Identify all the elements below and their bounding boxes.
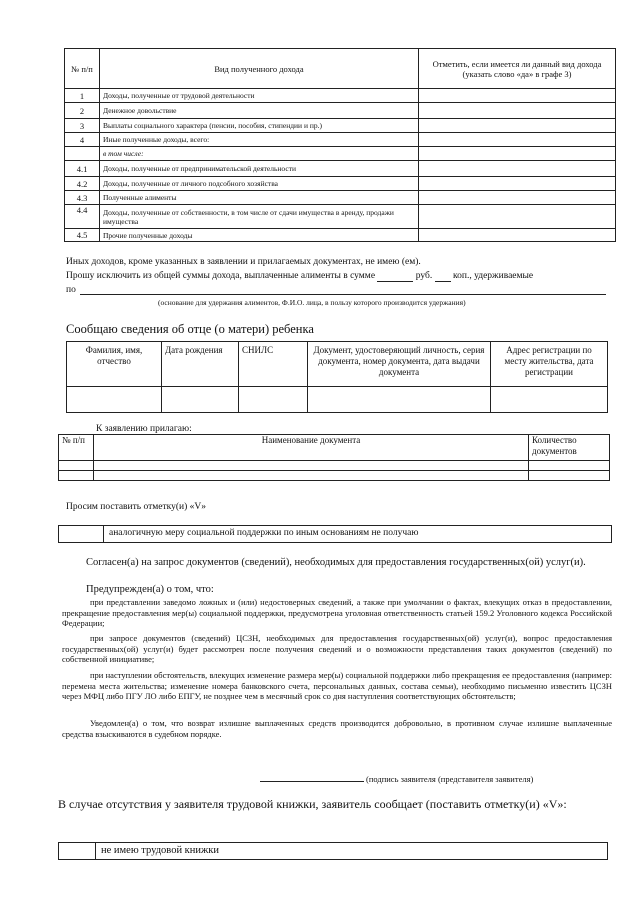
row-mark-cell[interactable] <box>419 205 616 229</box>
attach-count-cell[interactable] <box>529 471 610 481</box>
alimony-text: Прошу исключить из общей суммы дохода, выплаченные алименты в сумме <box>66 271 376 281</box>
attach-header-num: № п/п <box>59 435 94 461</box>
parent-snils-cell[interactable] <box>239 387 308 413</box>
attach-num-cell[interactable] <box>59 471 94 481</box>
attach-num-cell[interactable] <box>59 461 94 471</box>
parent-header-name: Фамилия, имя, отчество <box>67 342 162 387</box>
parent-section-title: Сообщаю сведения об отце (о матери) ребенка <box>66 322 314 336</box>
row-mark-cell[interactable] <box>419 147 616 161</box>
row-num <box>65 147 100 161</box>
parent-header-address: Адрес регистрации по месту жительства, дата регистрации <box>491 342 608 387</box>
parent-header-snils: СНИЛС <box>239 342 308 387</box>
alimony-kop-label: коп., удерживаемые <box>453 271 534 281</box>
table-row <box>65 161 616 177</box>
alimony-kop-field[interactable] <box>435 271 451 282</box>
income-header-mark: Отметить, если имеется ли данный вид дохода (указать слово «да» в графе 3) <box>419 49 616 89</box>
row-mark-cell[interactable] <box>419 177 616 191</box>
no-workbook-checkbox[interactable] <box>59 843 96 859</box>
row-mark-cell[interactable] <box>419 103 616 119</box>
table-row <box>65 191 616 205</box>
row-mark-cell[interactable] <box>419 161 616 177</box>
row-num: 4.1 <box>65 161 100 177</box>
parent-birthdate-cell[interactable] <box>162 387 239 413</box>
row-name: Доходы, полученные от личного подсобного хозяйства <box>100 177 419 191</box>
parent-name-cell[interactable] <box>67 387 162 413</box>
alimony-rub-field[interactable] <box>377 271 413 282</box>
row-name: Доходы, полученные от предпринимательской деятельности <box>100 161 419 177</box>
row-num: 4 <box>65 133 100 147</box>
table-row <box>65 133 616 147</box>
row-mark-cell[interactable] <box>419 119 616 133</box>
parent-table <box>66 341 608 413</box>
parent-document-cell[interactable] <box>308 387 491 413</box>
mark-request: Просим поставить отметку(и) «V» <box>66 502 207 512</box>
workbook-statement: В случае отсутствия у заявителя трудовой книжки, заявитель сообщает (поставить отметку(и) «V»: <box>58 797 567 811</box>
signature-field[interactable] <box>260 781 364 782</box>
row-mark-cell[interactable] <box>419 133 616 147</box>
alimony-basis-caption: (основание для удержания алиментов, Ф.И.О. лица, в пользу которого производится удержания) <box>158 298 466 307</box>
parent-header-document: Документ, удостоверяющий личность, серия документа, номер документа, дата выдачи документа <box>308 342 491 387</box>
mark-row-social-support <box>58 525 612 543</box>
warning-liability: при представлении заведомо ложных и (или) недостоверных сведений, а также при умолчании о фактах, влекущих отказ в предоставлении, прекращение предоставления мер(ы) социальной поддержки, предусмотрена уголовная ответственность статьей 159.2 Уголовного кодекса Российской Федерации; <box>62 597 612 628</box>
alimony-rub-label: руб. <box>415 271 433 281</box>
other-income-statement: Иных доходов, кроме указанных в заявлении и прилагаемых документах, не имею (ем). <box>66 257 421 267</box>
warning-circumstances: при наступлении обстоятельств, влекущих изменение размера мер(ы) социальной поддержки либо прекращения ее предоставления (например: перемена места жительства; изменение номера банковского счета, персональных данных, состава семьи), необходимо письменно известить ЦСЗН через МФЦ либо ПГУ ЛО либо ЕПГУ, не позднее чем в месячный срок со дня наступления соответствующих обстоятельств; <box>62 670 612 701</box>
mark-row-no-workbook <box>58 842 608 860</box>
row-num: 2 <box>65 103 100 119</box>
row-mark-cell[interactable] <box>419 191 616 205</box>
row-name: Иные полученные доходы, всего: <box>100 133 419 147</box>
attach-count-cell[interactable] <box>529 461 610 471</box>
table-row <box>65 177 616 191</box>
table-row <box>65 89 616 103</box>
row-name: Доходы, полученные от трудовой деятельности <box>100 89 419 103</box>
attach-name-cell[interactable] <box>94 461 529 471</box>
warned-text: Предупрежден(а) о том, что: <box>86 584 214 595</box>
no-workbook-text: не имею трудовой книжки <box>101 845 220 856</box>
table-row <box>65 229 616 242</box>
row-num: 1 <box>65 89 100 103</box>
income-header-type: Вид полученного дохода <box>100 49 419 89</box>
row-name: Полученные алименты <box>100 191 419 205</box>
row-name: в том числе: <box>100 147 419 161</box>
alimony-line <box>66 270 614 282</box>
alimony-po-label: по <box>66 285 76 295</box>
alimony-basis-field[interactable] <box>80 294 606 295</box>
row-name: Денежное довольствие <box>100 103 419 119</box>
notified-text: Уведомлен(а) о том, что возврат излишне выплаченных средств производится добровольно, в противном случае излишне выплаченные средства взыскиваются в судебном порядке. <box>62 718 612 739</box>
attach-title: К заявлению прилагаю: <box>96 424 192 434</box>
social-support-text: аналогичную меру социальной поддержки по иным основаниям не получаю <box>109 528 419 538</box>
attach-header-name: Наименование документа <box>94 435 529 461</box>
signature-caption: (подпись заявителя (представителя заявителя) <box>366 774 534 784</box>
table-row <box>59 461 610 471</box>
row-num: 4.4 <box>65 205 100 229</box>
attach-table <box>58 434 610 481</box>
row-name: Выплаты социального характера (пенсии, пособия, стипендии и пр.) <box>100 119 419 133</box>
row-num: 4.3 <box>65 191 100 205</box>
attach-header-count: Количество документов <box>529 435 610 461</box>
table-row <box>65 147 616 161</box>
table-row <box>65 103 616 119</box>
row-num: 4.2 <box>65 177 100 191</box>
row-num: 3 <box>65 119 100 133</box>
table-row <box>65 119 616 133</box>
social-support-checkbox[interactable] <box>59 526 104 542</box>
attach-name-cell[interactable] <box>94 471 529 481</box>
parent-address-cell[interactable] <box>491 387 608 413</box>
row-mark-cell[interactable] <box>419 229 616 242</box>
consent-text: Согласен(а) на запрос документов (сведений), необходимых для предоставления государственных(ой) услуг(и). <box>86 557 586 568</box>
row-mark-cell[interactable] <box>419 89 616 103</box>
row-name: Прочие полученные доходы <box>100 229 419 242</box>
warning-document-request: при запросе документов (сведений) ЦСЗН, необходимых для предоставления государственных(ой) услуг(и), вопрос предоставления государственных(ой) услуг(и) будет рассмотрен после получения сведений и о возможности представления таких документов (сведений) по собственной инициативе; <box>62 633 612 664</box>
table-row <box>67 387 608 413</box>
table-row <box>59 471 610 481</box>
income-header-num: № п/п <box>65 49 100 89</box>
row-num: 4.5 <box>65 229 100 242</box>
parent-header-birthdate: Дата рождения <box>162 342 239 387</box>
row-name: Доходы, полученные от собственности, в том числе от сдачи имущества в аренду, продажи имущества <box>100 205 419 229</box>
income-table <box>64 48 616 242</box>
table-row <box>65 205 616 229</box>
